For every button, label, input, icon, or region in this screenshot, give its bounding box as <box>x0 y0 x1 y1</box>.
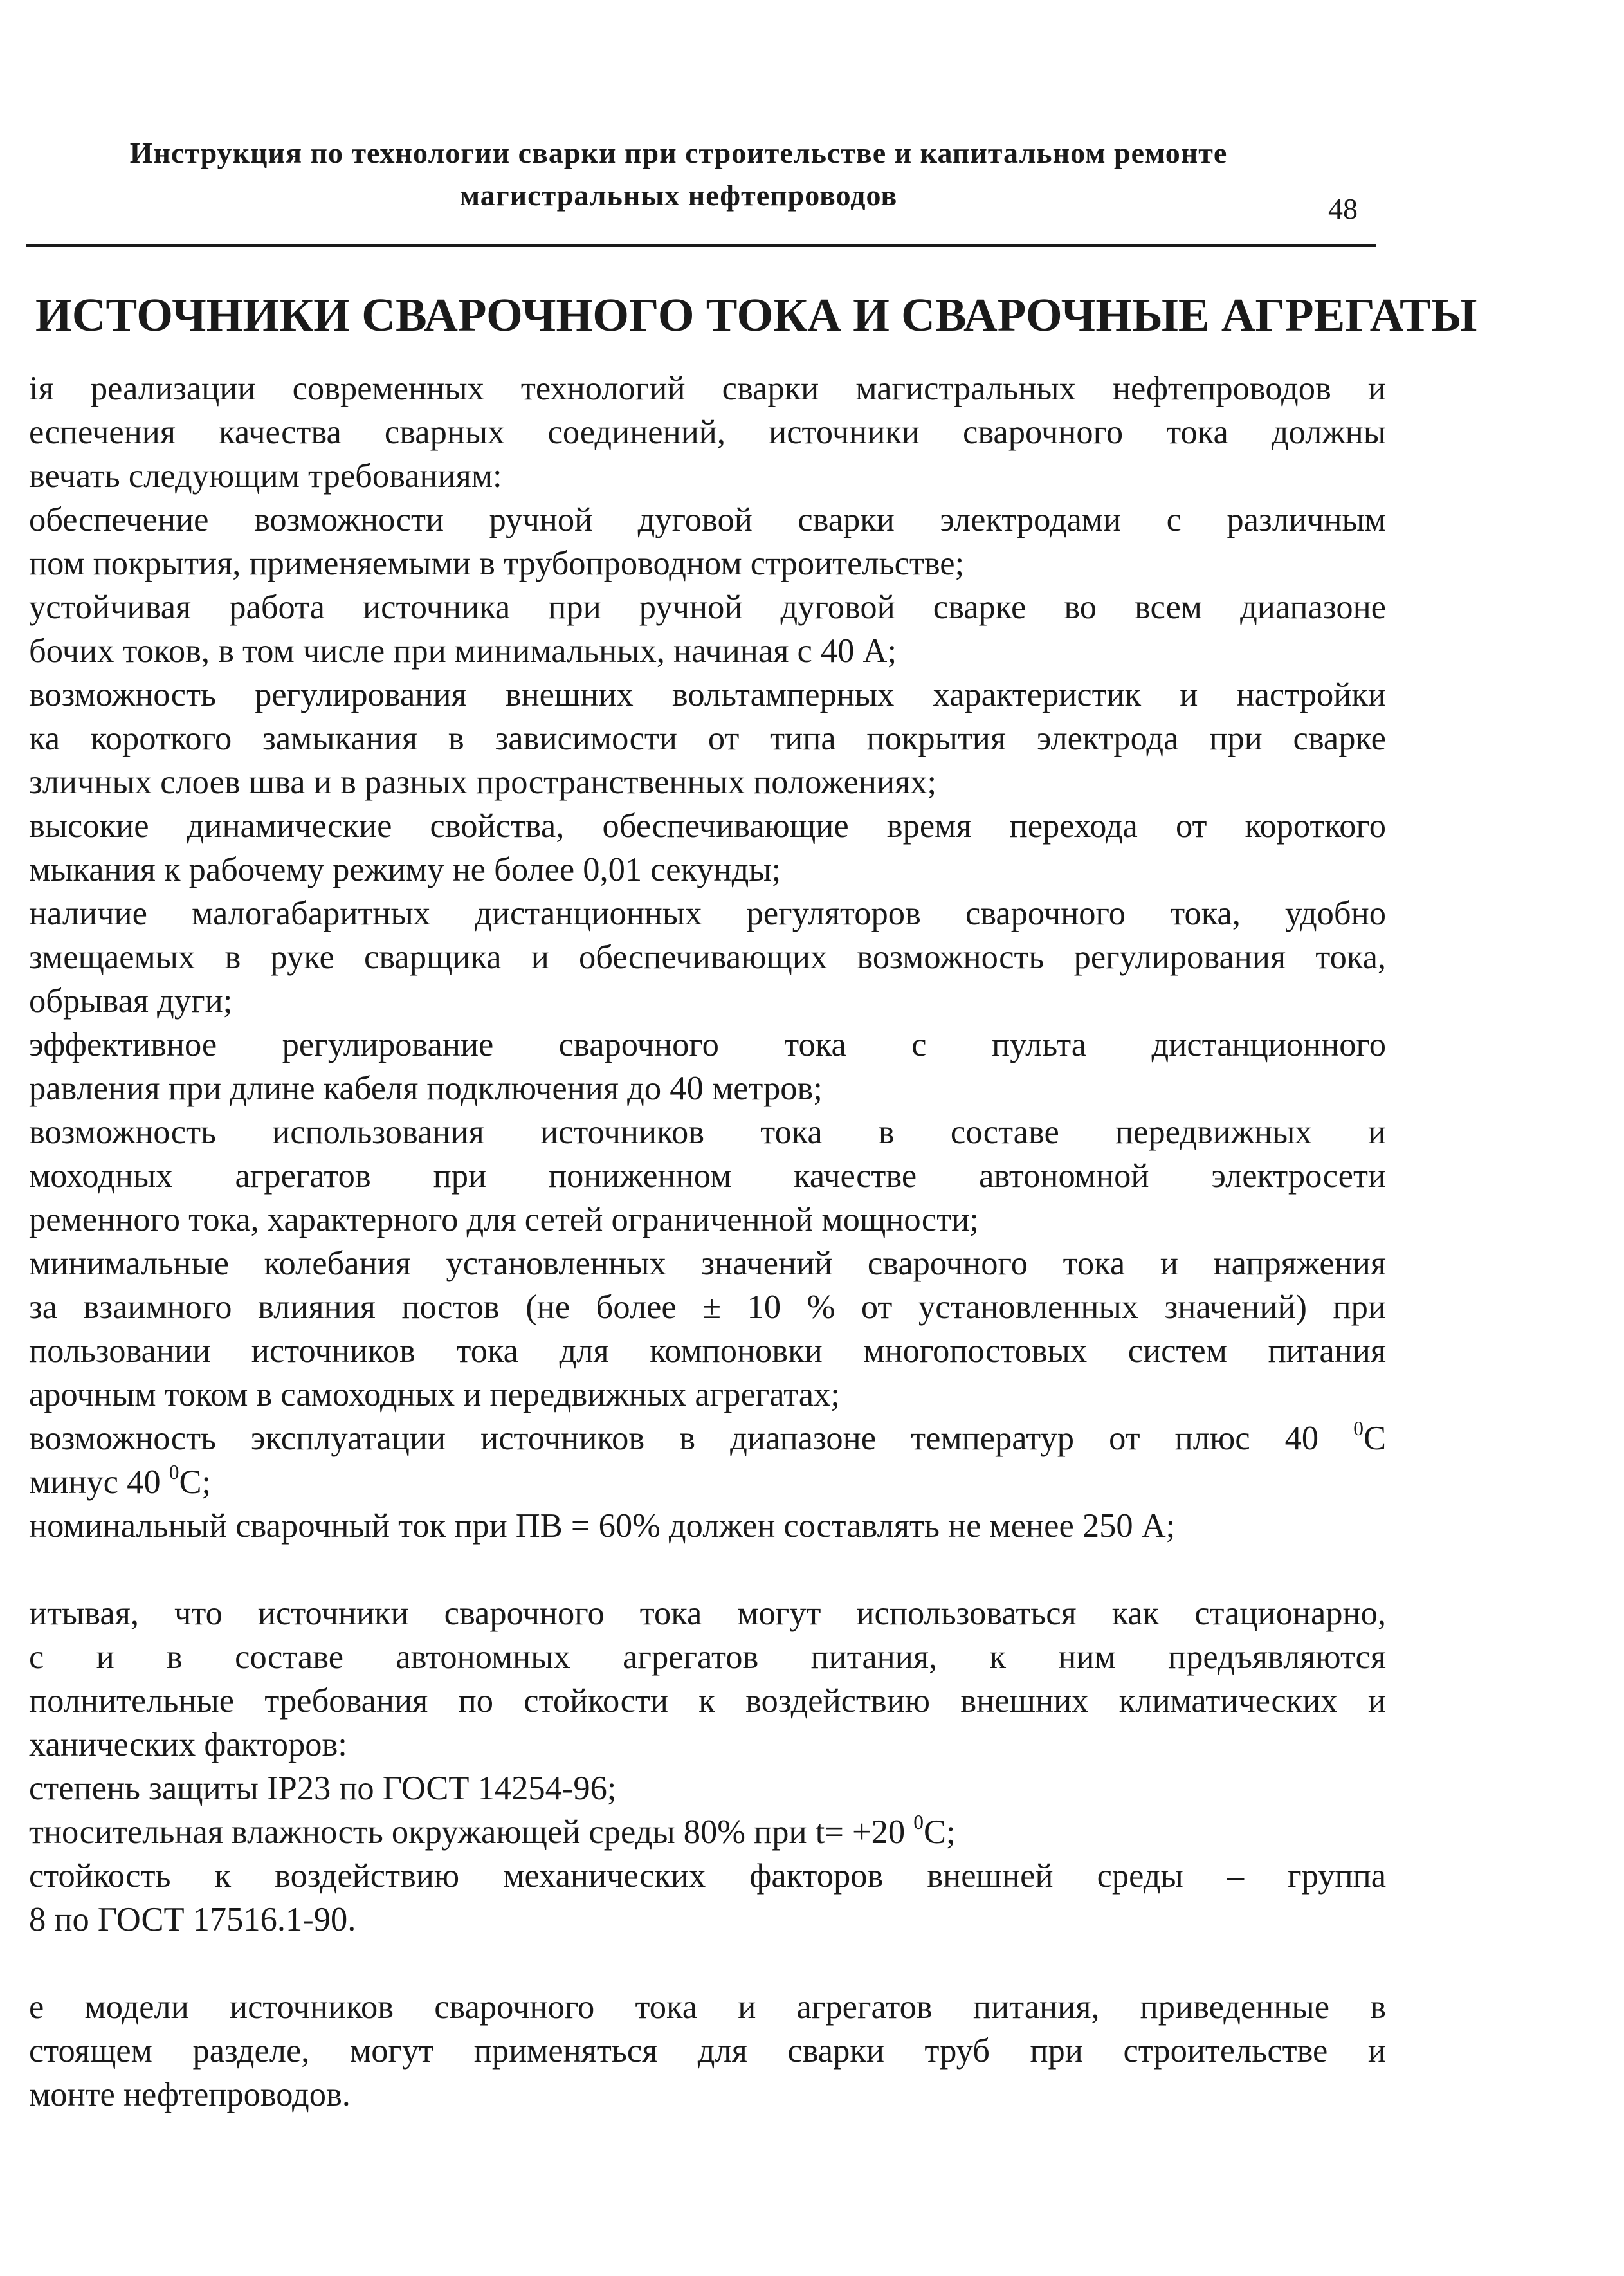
header-line-2: магистральных нефтепроводов <box>459 179 898 212</box>
text-line: полнительные требования по стойкости к воздействию внешних климатических и <box>29 1682 1386 1720</box>
text-line: с и в составе автономных агрегатов питания, к ним предъявляются <box>29 1638 1386 1676</box>
header-divider <box>26 244 1376 247</box>
text-line: е модели источников сварочного тока и агрегатов питания, приведенные в <box>29 1988 1386 2026</box>
text-line: пом покрытия, применяемыми в трубопроводном строительстве; <box>29 545 965 582</box>
text-line: стоящем разделе, могут применяться для сварки труб при строительстве и <box>29 2032 1386 2070</box>
section-title: ИСТОЧНИКИ СВАРОЧНОГО ТОКА И СВАРОЧНЫЕ АГРЕГАТЫ <box>35 289 1477 341</box>
text-line: пользовании источников тока для компоновки многопостовых систем питания <box>29 1332 1386 1370</box>
text-line: бочих токов, в том числе при минимальных, начиная с 40 А; <box>29 632 897 670</box>
text-line: ія реализации современных технологий сварки магистральных нефтепроводов и <box>29 370 1386 407</box>
text-line: устойчивая работа источника при ручной дуговой сварке во всем диапазоне <box>29 589 1386 626</box>
text-line: равления при длине кабеля подключения до 40 метров; <box>29 1070 823 1107</box>
text-line: номинальный сварочный ток при ПВ = 60% должен составлять не менее 250 А; <box>29 1507 1176 1545</box>
text-line: ханических факторов: <box>29 1726 347 1763</box>
text-line: арочным током в самоходных и передвижных агрегатах; <box>29 1376 840 1413</box>
text-line: стойкость к воздействию механических факторов внешней среды – группа <box>29 1857 1386 1895</box>
text-line: монте нефтепроводов. <box>29 2076 351 2113</box>
text-line: 8 по ГОСТ 17516.1-90. <box>29 1901 356 1938</box>
degree-superscript: 0 <box>913 1810 924 1833</box>
text-line: ременного тока, характерного для сетей ограниченной мощности; <box>29 1201 979 1238</box>
text-line: возможность использования источников тока в составе передвижных и <box>29 1114 1386 1151</box>
text-line: возможность регулирования внешних вольтамперных характеристик и настройки <box>29 676 1386 713</box>
text-line: обрывая дуги; <box>29 982 233 1020</box>
paragraph-gap <box>29 1941 1386 1985</box>
text-line: змещаемых в руке сварщика и обеспечивающих возможность регулирования тока, <box>29 939 1386 976</box>
text-line: минус 40 $^0$С; <box>29 1460 212 1501</box>
text-line: возможность эксплуатации источников в диапазоне температур от плюс 40 $^0$С <box>29 1417 1386 1457</box>
text-line: степень защиты IP23 по ГОСТ 14254-96; <box>29 1770 617 1807</box>
paragraph-gap <box>29 1548 1386 1592</box>
degree-superscript: 0 <box>169 1460 179 1483</box>
text-line: за взаимного влияния постов (не более ± 10 % от установленных значений) при <box>29 1289 1386 1326</box>
text-line: ка короткого замыкания в зависимости от типа покрытия электрода при сварке <box>29 720 1386 757</box>
text-line: наличие малогабаритных дистанционных регуляторов сварочного тока, удобно <box>29 895 1386 932</box>
header-line-1: Инструкция по технологии сварки при строительстве и капитальном ремонте <box>129 136 1228 169</box>
body-text <box>29 367 1386 2116</box>
page-number: 48 <box>1328 192 1358 225</box>
text-line: эффективное регулирование сварочного тока с пульта дистанционного <box>29 1026 1386 1063</box>
text-line: итывая, что источники сварочного тока могут использоваться как стационарно, <box>29 1595 1386 1632</box>
degree-superscript: 0 <box>1353 1417 1364 1440</box>
text-line: моходных агрегатов при пониженном качестве автономной электросети <box>29 1157 1386 1195</box>
text-line: зличных слоев шва и в разных пространственных положениях; <box>29 764 937 801</box>
text-line: минимальные колебания установленных значений сварочного тока и напряжения <box>29 1245 1386 1282</box>
text-line: обеспечение возможности ручной дуговой сварки электродами с различным <box>29 501 1386 538</box>
running-header <box>58 132 1299 217</box>
text-line: высокие динамические свойства, обеспечивающие время перехода от короткого <box>29 807 1386 845</box>
text-line: вечать следующим требованиям: <box>29 457 502 495</box>
text-line: мыкания к рабочему режиму не более 0,01 секунды; <box>29 851 781 888</box>
text-line: еспечения качества сварных соединений, источники сварочного тока должны <box>29 414 1386 451</box>
text-line: тносительная влажность окружающей среды 80% при t= +20 $^0$С; <box>29 1810 956 1851</box>
